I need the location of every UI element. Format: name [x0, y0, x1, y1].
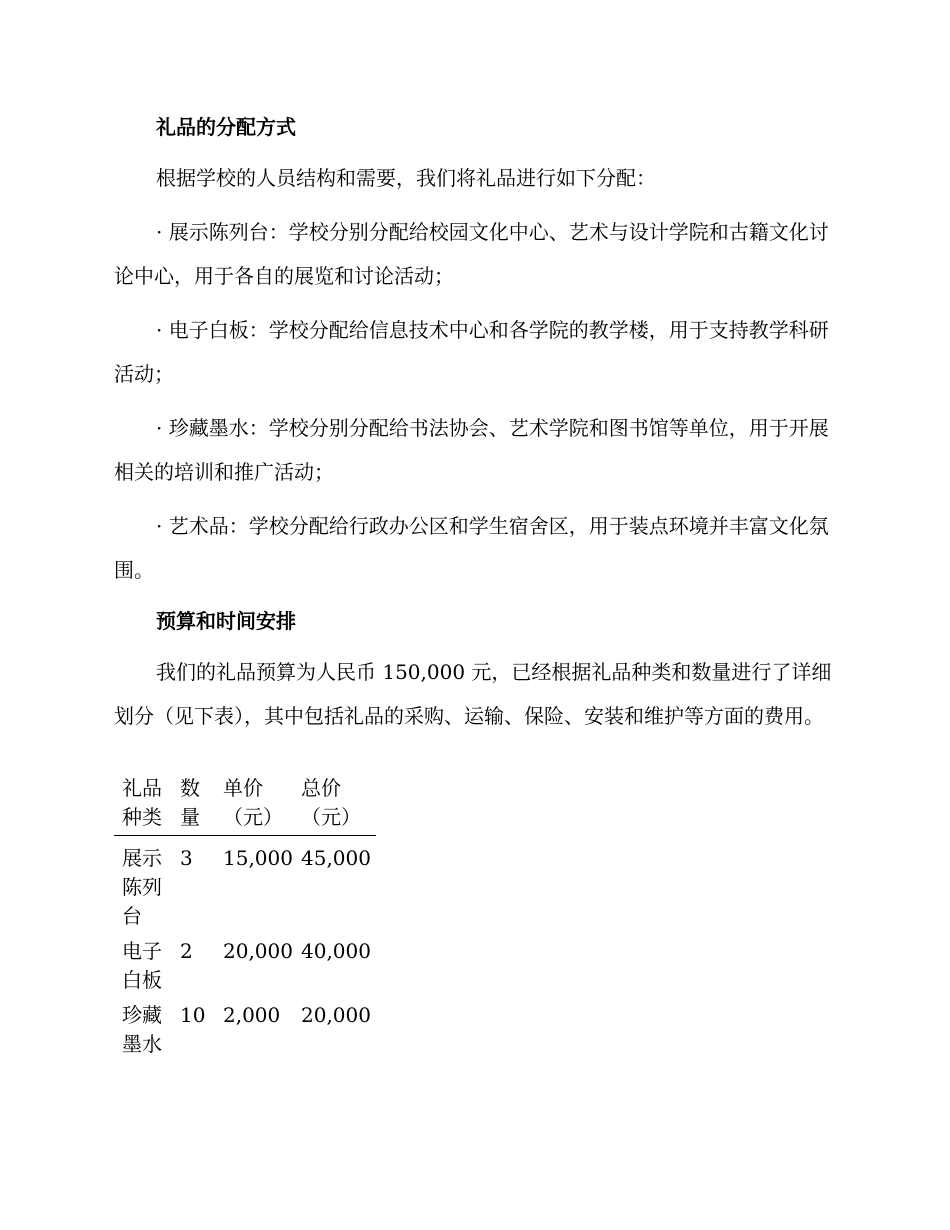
section-heading-allocation: 礼品的分配方式 [156, 115, 296, 139]
header-total-price: 总价（元） [293, 774, 376, 836]
section-heading-budget: 预算和时间安排 [156, 609, 296, 633]
header-gift-type: 礼品种类 [114, 774, 172, 836]
cell-gift-type: 电子白板 [122, 939, 162, 992]
table-row [114, 931, 376, 995]
cell-total-price: 20,000 [301, 1003, 371, 1027]
cell-unit-price: 20,000 [223, 939, 293, 963]
allocation-item-artwork: · 艺术品：学校分配给行政办公区和学生宿舍区，用于装点环境并丰富文化氛围。 [114, 514, 829, 582]
allocation-item-whiteboard: · 电子白板：学校分配给信息技术中心和各学院的教学楼，用于支持教学科研活动； [114, 318, 829, 386]
document-content [114, 110, 834, 1059]
cell-unit-price: 15,000 [223, 846, 293, 870]
cell-gift-type: 展示陈列台 [122, 846, 162, 928]
table-header-row [114, 774, 376, 836]
table-row [114, 836, 376, 932]
allocation-item-ink: · 珍藏墨水：学校分别分配给书法协会、艺术学院和图书馆等单位，用于开展相关的培训和推广活动； [114, 416, 829, 484]
cell-unit-price: 2,000 [223, 1003, 281, 1027]
cell-quantity: 10 [180, 1003, 206, 1027]
cell-gift-type: 珍藏墨水 [122, 1003, 162, 1056]
cell-total-price: 45,000 [301, 846, 371, 870]
allocation-item-display-stand: · 展示陈列台：学校分别分配给校园文化中心、艺术与设计学院和古籍文化讨论中心，用于各自的展览和讨论活动； [114, 220, 829, 288]
budget-table [114, 774, 376, 1059]
cell-quantity: 3 [180, 846, 193, 870]
budget-paragraph: 我们的礼品预算为人民币 150,000 元，已经根据礼品种类和数量进行了详细划分（见下表），其中包括礼品的采购、运输、保险、安装和维护等方面的费用。 [114, 660, 832, 728]
allocation-intro: 根据学校的人员结构和需要，我们将礼品进行如下分配： [156, 166, 656, 190]
cell-quantity: 2 [180, 939, 193, 963]
table-row [114, 995, 376, 1059]
header-unit-price: 单价（元） [215, 774, 293, 836]
header-quantity: 数量 [172, 774, 215, 836]
cell-total-price: 40,000 [301, 939, 371, 963]
